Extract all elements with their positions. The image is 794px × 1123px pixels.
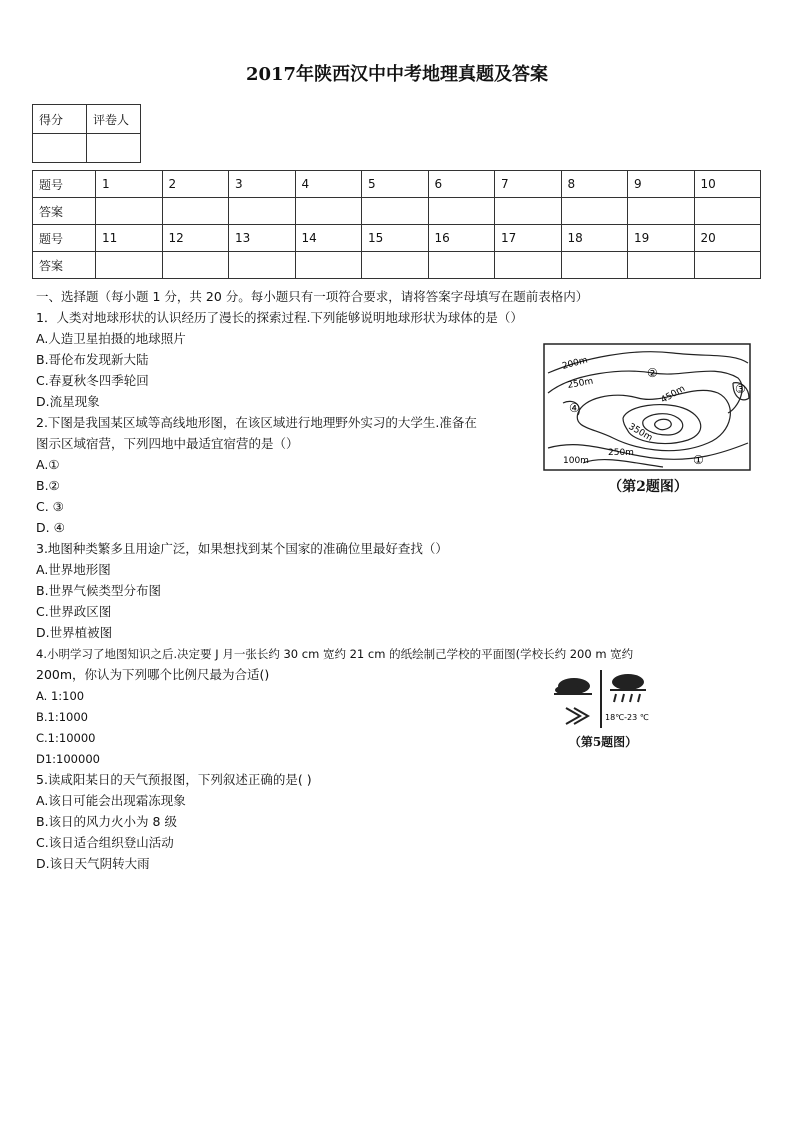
score-cell	[33, 134, 87, 163]
page-title: 2017年陕西汉中中考地理真题及答案	[245, 64, 549, 85]
q5-option-b: B.该日的风力火小为 8 级	[36, 814, 177, 829]
contour-label: 350m	[626, 421, 654, 444]
score-table	[32, 104, 141, 163]
map-marker-4: ④	[569, 401, 580, 415]
answer-cell[interactable]	[162, 252, 229, 279]
question-number-label: 题号	[33, 171, 96, 198]
contour-map	[543, 343, 753, 473]
answer-cell[interactable]	[694, 252, 761, 279]
map-marker-3: ③	[735, 382, 746, 396]
question-number: 17	[495, 225, 562, 252]
question-3-stem: 3.地图种类繁多且用途广泛，如果想找到某个国家的准确位里最好查找（）	[36, 541, 448, 556]
q1-option-c: C.春夏秋冬四季轮回	[36, 373, 149, 388]
contour-label: 450m	[659, 383, 687, 406]
question-number: 1	[96, 171, 163, 198]
question-number: 7	[495, 171, 562, 198]
map-marker-2: ②	[647, 366, 658, 380]
figure-5-caption: （第5题图）	[568, 735, 638, 749]
q2-option-c: C. ③	[36, 499, 64, 514]
contour-label: 100m	[563, 456, 589, 466]
question-number: 14	[295, 225, 362, 252]
score-label: 得分	[33, 105, 87, 134]
question-2-stem-line1: 2.下图是我国某区域等高线地形图，在该区域进行地理野外实习的大学生.准备在	[36, 415, 477, 430]
question-number: 13	[229, 225, 296, 252]
q1-option-b: B.哥伦布发现新大陆	[36, 352, 149, 367]
answer-cell[interactable]	[495, 252, 562, 279]
q2-option-b: B.②	[36, 478, 60, 493]
answer-cell[interactable]	[628, 198, 695, 225]
heavy-rain-icon	[610, 674, 646, 702]
contour-label: 200m	[561, 355, 589, 372]
contour-map-figure	[543, 343, 753, 495]
question-number: 11	[96, 225, 163, 252]
answer-cell[interactable]	[295, 198, 362, 225]
question-number: 3	[229, 171, 296, 198]
answer-cell[interactable]	[495, 198, 562, 225]
question-5-stem: 5.读咸阳某日的天气预报图，下列叙述正确的是( )	[36, 772, 312, 787]
question-4-stem-line2: 200m，你认为下列哪个比例尺最为合适()	[36, 667, 270, 682]
answer-cell[interactable]	[229, 252, 296, 279]
q5-option-a: A.该日可能会出现霜冻现象	[36, 793, 186, 808]
answer-cell[interactable]	[295, 252, 362, 279]
question-number-row-2	[33, 225, 761, 252]
wind-icon	[566, 708, 588, 724]
question-number: 12	[162, 225, 229, 252]
answer-cell[interactable]	[96, 252, 163, 279]
weather-symbols	[548, 668, 658, 730]
q4-option-c: C.1:10000	[36, 731, 96, 745]
q3-option-b: B.世界气候类型分布图	[36, 583, 162, 598]
q5-option-d: D.该日天气阴转大雨	[36, 856, 150, 871]
answer-cell[interactable]	[561, 252, 628, 279]
q1-option-d: D.流星现象	[36, 394, 100, 409]
question-number: 4	[295, 171, 362, 198]
contour-label: 250m	[608, 448, 634, 458]
question-number: 18	[561, 225, 628, 252]
question-number: 2	[162, 171, 229, 198]
answer-cell[interactable]	[162, 198, 229, 225]
answer-row-2	[33, 252, 761, 279]
answer-cell[interactable]	[362, 252, 429, 279]
q5-option-c: C.该日适合组织登山活动	[36, 835, 174, 850]
question-number: 5	[362, 171, 429, 198]
q1-option-a: A.人造卫星拍摄的地球照片	[36, 331, 186, 346]
q4-option-a: A. 1:100	[36, 689, 85, 703]
contour-label: 250m	[566, 376, 595, 391]
answer-label: 答案	[33, 198, 96, 225]
reviewer-cell	[87, 134, 141, 163]
question-2-stem-line2: 图示区域宿营，下列四地中最适宜宿营的是（）	[36, 436, 299, 451]
answer-cell[interactable]	[561, 198, 628, 225]
question-number-row-1	[33, 171, 761, 198]
weather-figure	[548, 668, 658, 754]
question-number: 19	[628, 225, 695, 252]
question-number: 20	[694, 225, 761, 252]
q2-option-d: D. ④	[36, 520, 65, 535]
answer-label: 答案	[33, 252, 96, 279]
answer-cell[interactable]	[428, 198, 495, 225]
overcast-icon	[554, 678, 592, 695]
question-number: 9	[628, 171, 695, 198]
q3-option-a: A.世界地形图	[36, 562, 111, 577]
temperature-range: 18℃-23 ℃	[605, 713, 649, 722]
q4-option-d: D1:100000	[36, 752, 100, 766]
answer-row-1	[33, 198, 761, 225]
answer-cell[interactable]	[628, 252, 695, 279]
answer-table	[32, 170, 761, 279]
q3-option-d: D.世界植被图	[36, 625, 113, 640]
q3-option-c: C.世界政区图	[36, 604, 112, 619]
question-number: 10	[694, 171, 761, 198]
answer-cell[interactable]	[428, 252, 495, 279]
question-1-stem: 1．人类对地球形状的认识经历了漫长的探索过程.下列能够说明地球形状为球体的是（）	[36, 310, 523, 325]
answer-cell[interactable]	[96, 198, 163, 225]
question-number: 6	[428, 171, 495, 198]
answer-cell[interactable]	[694, 198, 761, 225]
section-heading: 一、选择题（每小题 1 分，共 20 分。每小题只有一项符合要求，请将答案字母填写在题前表格内）	[36, 289, 589, 304]
question-number-label: 题号	[33, 225, 96, 252]
question-number: 16	[428, 225, 495, 252]
question-4-stem-line1: 4.小明学习了地图知识之后.决定要 J 月一张长约 30 cm 宽约 21 cm 的纸绘制己学校的平面图(学校长约 200 m 宽约	[36, 647, 634, 661]
reviewer-label: 评卷人	[87, 105, 141, 134]
question-number: 15	[362, 225, 429, 252]
q2-option-a: A.①	[36, 457, 60, 472]
answer-cell[interactable]	[362, 198, 429, 225]
question-number: 8	[561, 171, 628, 198]
map-marker-1: ①	[693, 453, 704, 467]
q4-option-b: B.1:1000	[36, 710, 89, 724]
answer-cell[interactable]	[229, 198, 296, 225]
figure-2-caption: （第2题图）	[608, 479, 688, 495]
